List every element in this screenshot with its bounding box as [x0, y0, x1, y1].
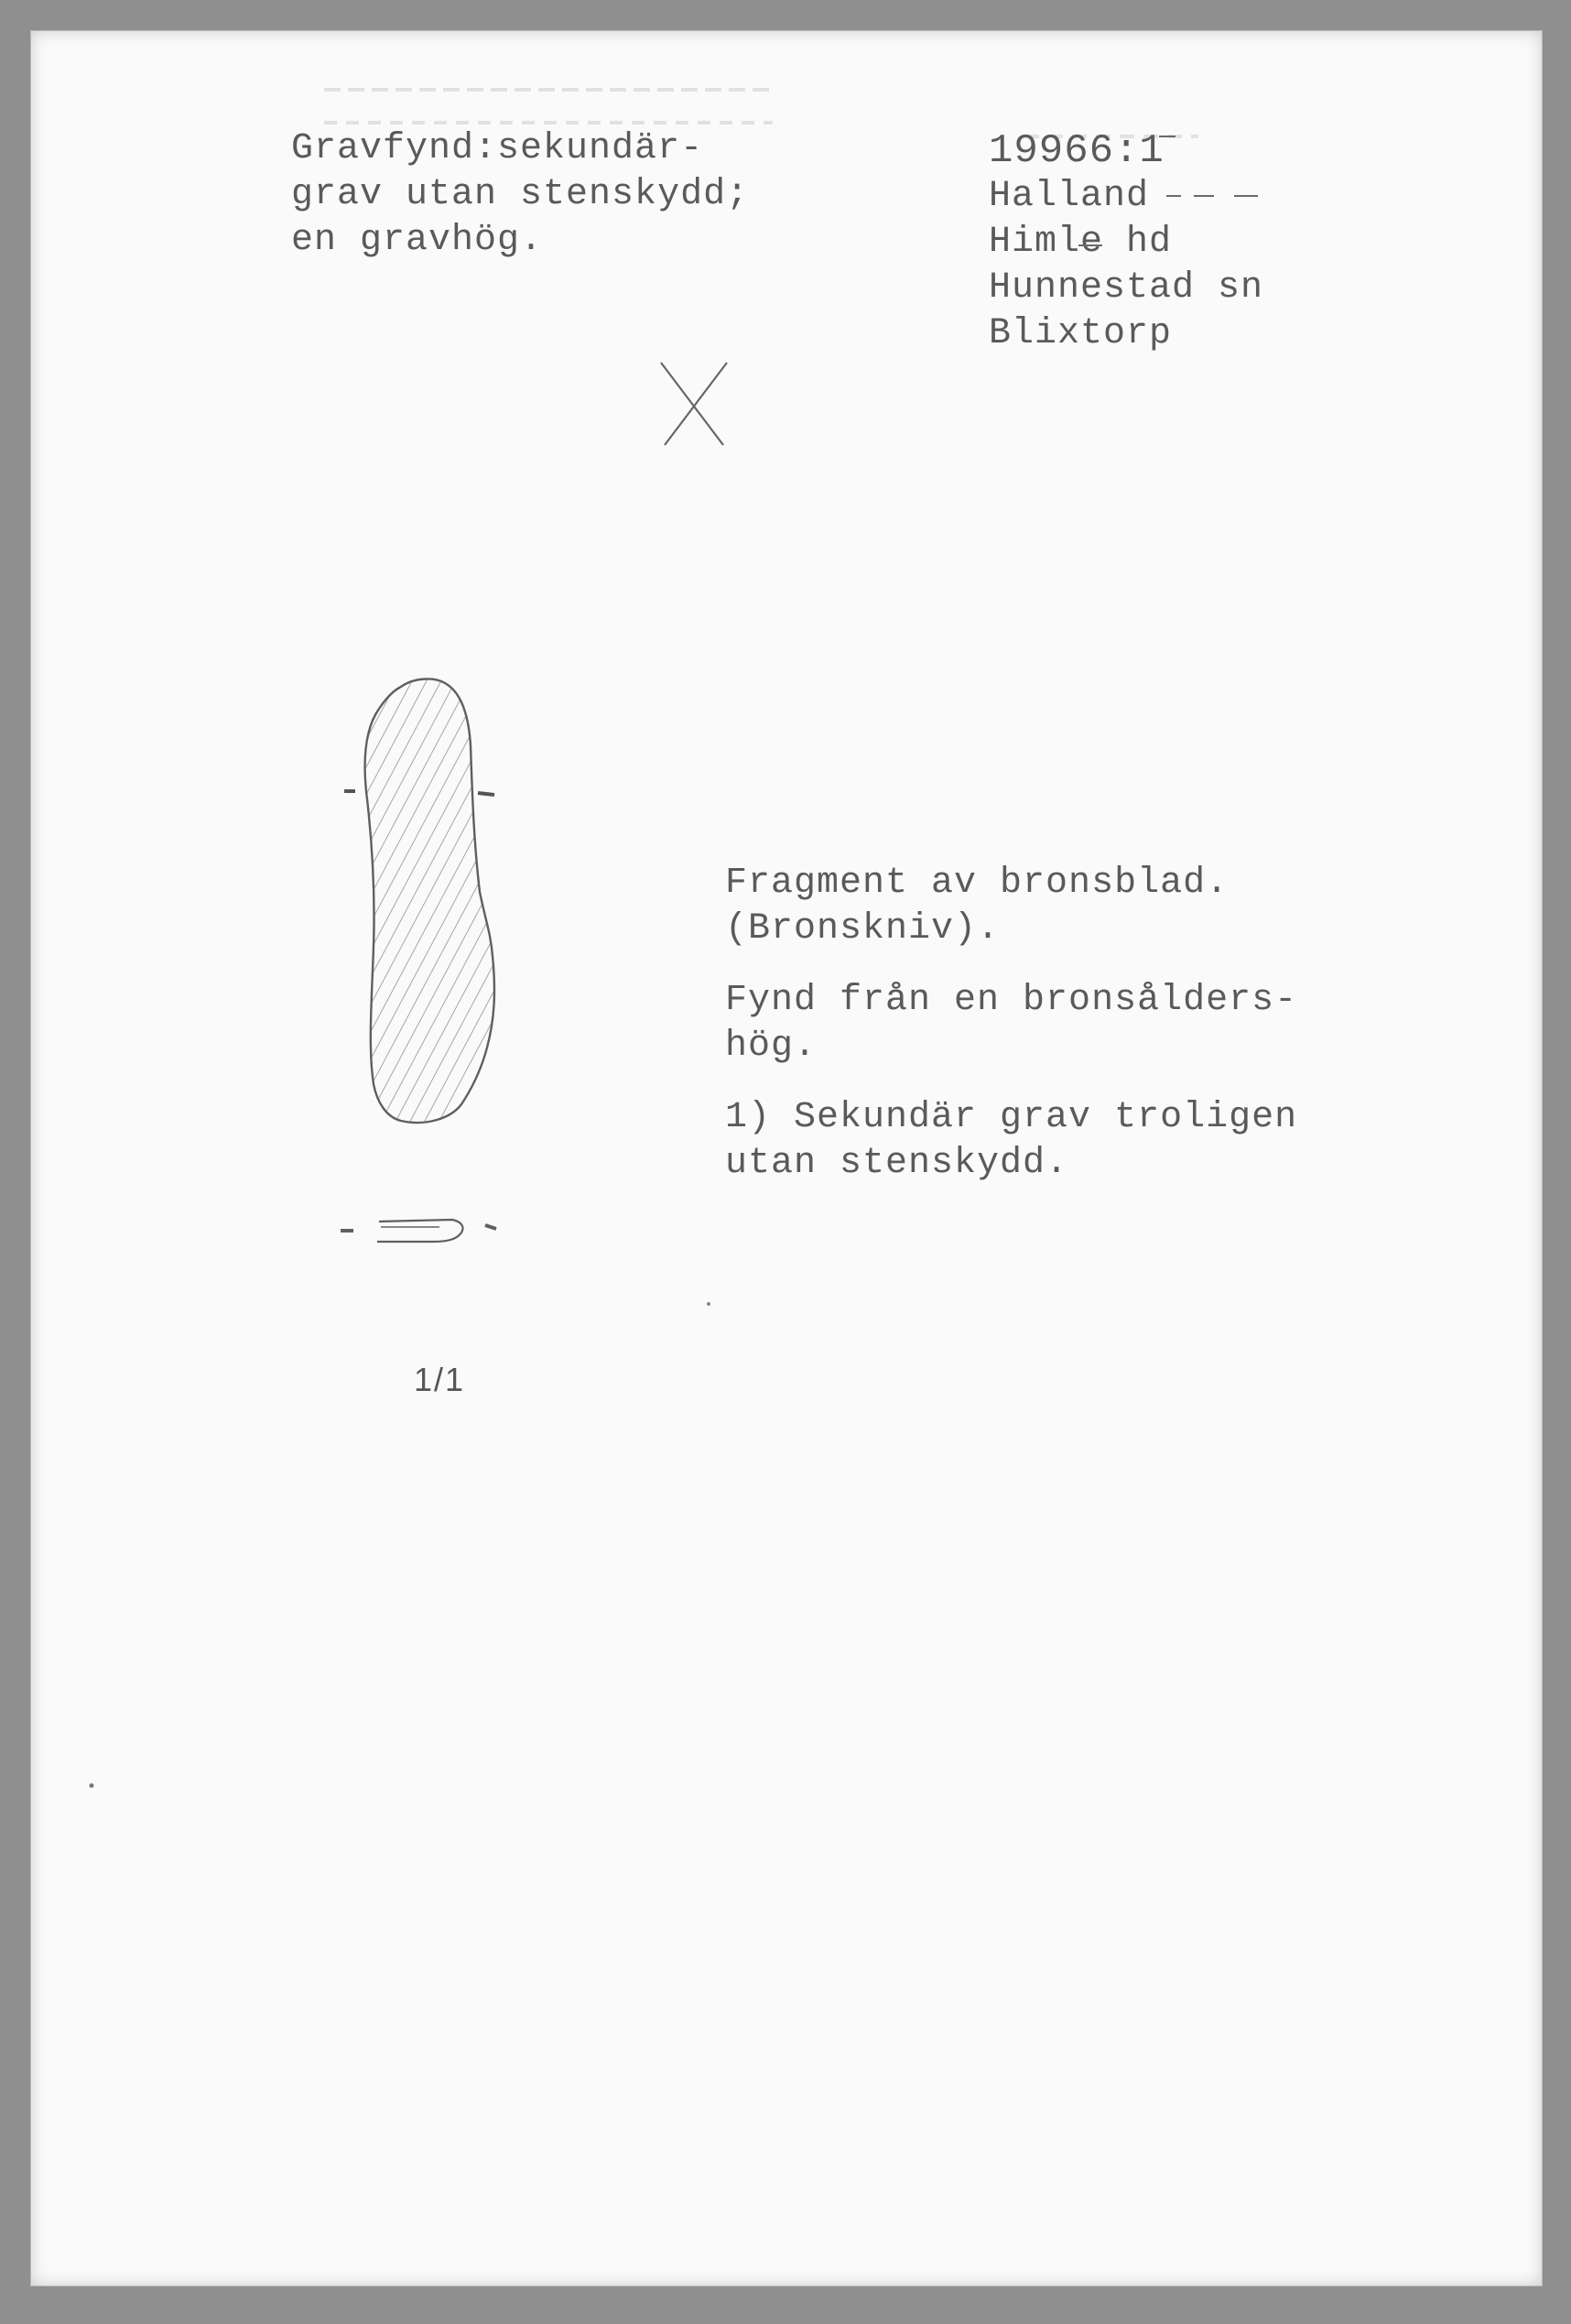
- scale-label: 1/1: [414, 1361, 466, 1398]
- catalog-number: 19966:1: [989, 128, 1165, 174]
- find-type-line-1: Gravfynd:sekundär-: [291, 128, 704, 169]
- catalog-card: [31, 31, 1542, 2286]
- cross-mark: [661, 363, 727, 445]
- description-line-5: 1) Sekundär grav troligen: [725, 1097, 1298, 1138]
- province: Halland: [989, 176, 1150, 217]
- description-line-2: (Bronskniv).: [725, 908, 1001, 950]
- description-line-4: hög.: [725, 1026, 818, 1067]
- blade-fragment-drawing: [344, 663, 516, 1139]
- blade-cross-section: [341, 1220, 496, 1242]
- description-line-6: utan stenskydd.: [725, 1143, 1069, 1184]
- find-type-line-3: en gravhög.: [291, 220, 544, 261]
- description-line-1: Fragment av bronsblad.: [725, 863, 1230, 904]
- find-type-line-2: grav utan stenskydd;: [291, 174, 750, 215]
- parish: Hunnestad sn: [989, 267, 1264, 309]
- description-line-3: Fynd från en bronsålders-: [725, 980, 1298, 1021]
- site: Blixtorp: [989, 313, 1173, 354]
- district: Himle hd: [989, 222, 1173, 263]
